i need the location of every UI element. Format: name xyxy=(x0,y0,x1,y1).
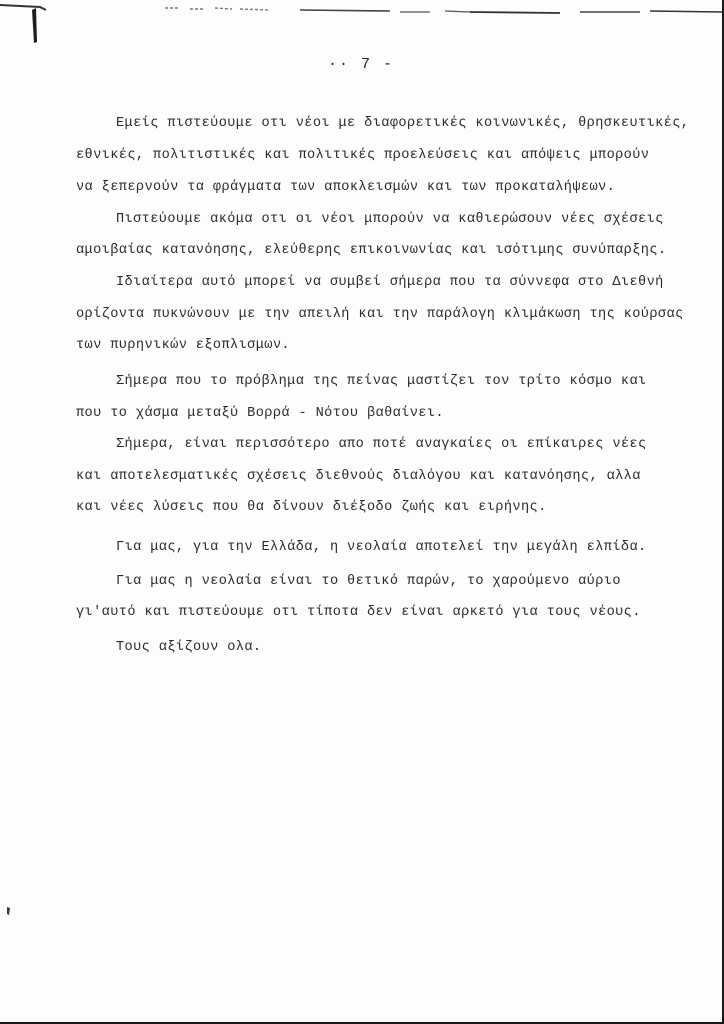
paragraph-6-line-1: Για μας, για την Ελλάδα, η νεολαία αποτελεί την μεγάλη ελπίδα. xyxy=(116,540,647,555)
paragraph-3-line-1: Ιδιαίτερα αυτό μπορεί να συμβεί σήμερα που τα σύννεφα στο Διεθνή xyxy=(116,275,664,290)
paragraph-2-line-1: Πιστεύουμε ακόμα οτι οι νέοι μπορούν να καθιερώσουν νέες σχέσεις xyxy=(116,212,664,227)
margin-speck xyxy=(6,906,12,916)
page-number: ·· 7 - xyxy=(327,56,394,73)
paragraph-1-line-3: να ξεπερνούν τα φράγματα των αποκλεισμών και των προκαταλήψεων. xyxy=(76,180,616,195)
paragraph-8-line-1: Τους αξίζουν ολα. xyxy=(116,640,262,655)
paragraph-7-line-1: Για μας η νεολαία είναι το θετικό παρών, το χαρούμενο αύριο xyxy=(116,574,621,589)
paragraph-1-line-1: Εμείς πιστεύουμε οτι νέοι με διαφορετικές κοινωνικές, θρησκευτικές, xyxy=(116,116,690,131)
paragraph-5-line-1: Σήμερα, είναι περισσότερο απο ποτέ αναγκαίες οι επίκαιρες νέες xyxy=(116,437,647,452)
paragraph-4-line-1: Σήμερα που το πρόβλημα της πείνας μαστίζει τον τρίτο κόσμο και xyxy=(116,374,647,389)
paragraph-7-line-2: γι'αυτό και πιστεύουμε οτι τίποτα δεν είναι αρκετό για τους νέους. xyxy=(76,605,641,620)
paragraph-3-line-2: ορίζοντα πυκνώνουν με την απειλή και την παράλογη κλιμάκωση της κούρσας xyxy=(76,307,684,322)
paragraph-5-line-2: και αποτελεσματικές σχέσεις διεθνούς διαλόγου και κατανόησης, αλλα xyxy=(76,469,641,484)
paragraph-2-line-2: αμοιβαίας κατανόησης, ελεύθερης επικοινωνίας και ισότιμης συνύπαρξης. xyxy=(76,243,667,258)
paragraph-4-line-2: που το χάσμα μεταξύ Βορρά - Νότου βαθαίνει. xyxy=(76,406,444,421)
paragraph-1-line-2: εθνικές, πολιτιστικές και πολιτικές προελεύσεις και απόψεις μπορούν xyxy=(76,148,650,163)
corner-scan-mark xyxy=(28,8,42,44)
paragraph-5-line-3: και νέες λύσεις που θα δίνουν διέξοδο ζωής και ειρήνης. xyxy=(76,500,547,515)
paragraph-3-line-3: των πυρηνικών εξοπλισμων. xyxy=(76,338,290,353)
scan-edge-marks xyxy=(0,0,722,16)
